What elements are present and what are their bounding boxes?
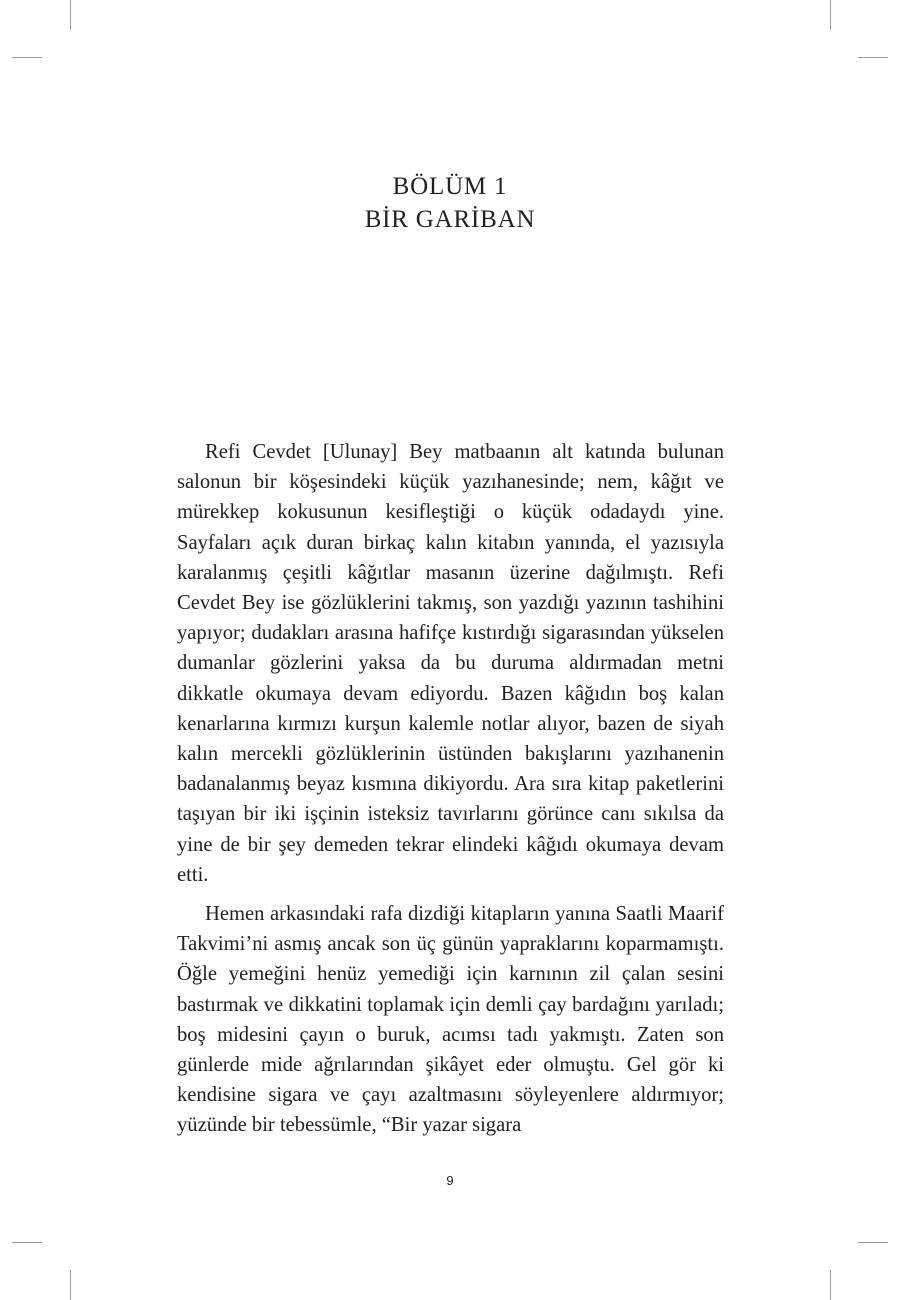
crop-mark-bottom-right <box>830 1270 831 1300</box>
crop-mark-right-top <box>858 57 888 58</box>
chapter-number: BÖLÜM 1 <box>392 173 508 200</box>
crop-mark-top-right <box>830 0 831 30</box>
chapter-title: BİR GARİBAN <box>364 206 536 233</box>
crop-mark-left-top <box>12 57 42 58</box>
chapter-heading <box>0 170 900 236</box>
body-text <box>177 437 724 1150</box>
crop-mark-top-left <box>70 0 71 30</box>
crop-mark-bottom-left <box>70 1270 71 1300</box>
paragraph: Refi Cevdet [Ulunay] Bey matbaanın alt katında bulunan salonun bir köşesindeki küçük yazıhanesinde; nem, kâğıt ve mürekkep kokusunun kesifleştiği o küçük odadaydı yine. Sayfaları açık duran birkaç kalın kitabın yanında, el yazısıyla karalanmış çeşitli kâğıtlar masanın üzerine dağılmıştı. Refi Cevdet Bey ise gözlüklerini takmış, son yazdığı yazının tashihini yapıyor; dudakları arasına hafifçe kıstırdığı sigarasından yükselen dumanlar gözlerini yaksa da bu duruma aldırmadan metni dikkatle okumaya devam ediyordu. Bazen kâğıdın boş kalan kenarlarına kırmızı kurşun kalemle notlar alıyor, bazen de siyah kalın mercekli gözlüklerinin üstünden bakışlarını yazıhanenin badanalanmış beyaz kısmına dikiyordu. Ara sıra kitap paketlerini taşıyan bir iki işçinin isteksiz tavırlarını görünce canı sıkılsa da yine de bir şey demeden tekrar elindeki kâğıdı okumaya devam etti. <box>177 441 724 886</box>
crop-mark-left-bottom <box>12 1242 42 1243</box>
paragraph: Hemen arkasındaki rafa dizdiği kitapların yanına Saatli Maarif Takvimi’ni asmış ancak son üç günün yapraklarını koparmamıştı. Öğle yemeğini henüz yemediği için karnının zil çalan sesini bastırmak ve dikkatini toplamak için demli çay bardağını yarıladı; boş midesini çayın o buruk, acımsı tadı yakmıştı. Zaten son günlerde mide ağrılarından şikâyet eder olmuştu. Gel gör ki kendisine sigara ve çayı azaltmasını söyleyenlere aldırmıyor; yüzünde bir tebessümle, “Bir yazar sigara <box>177 903 724 1137</box>
crop-mark-right-bottom <box>858 1242 888 1243</box>
page-number: 9 <box>446 1173 454 1188</box>
